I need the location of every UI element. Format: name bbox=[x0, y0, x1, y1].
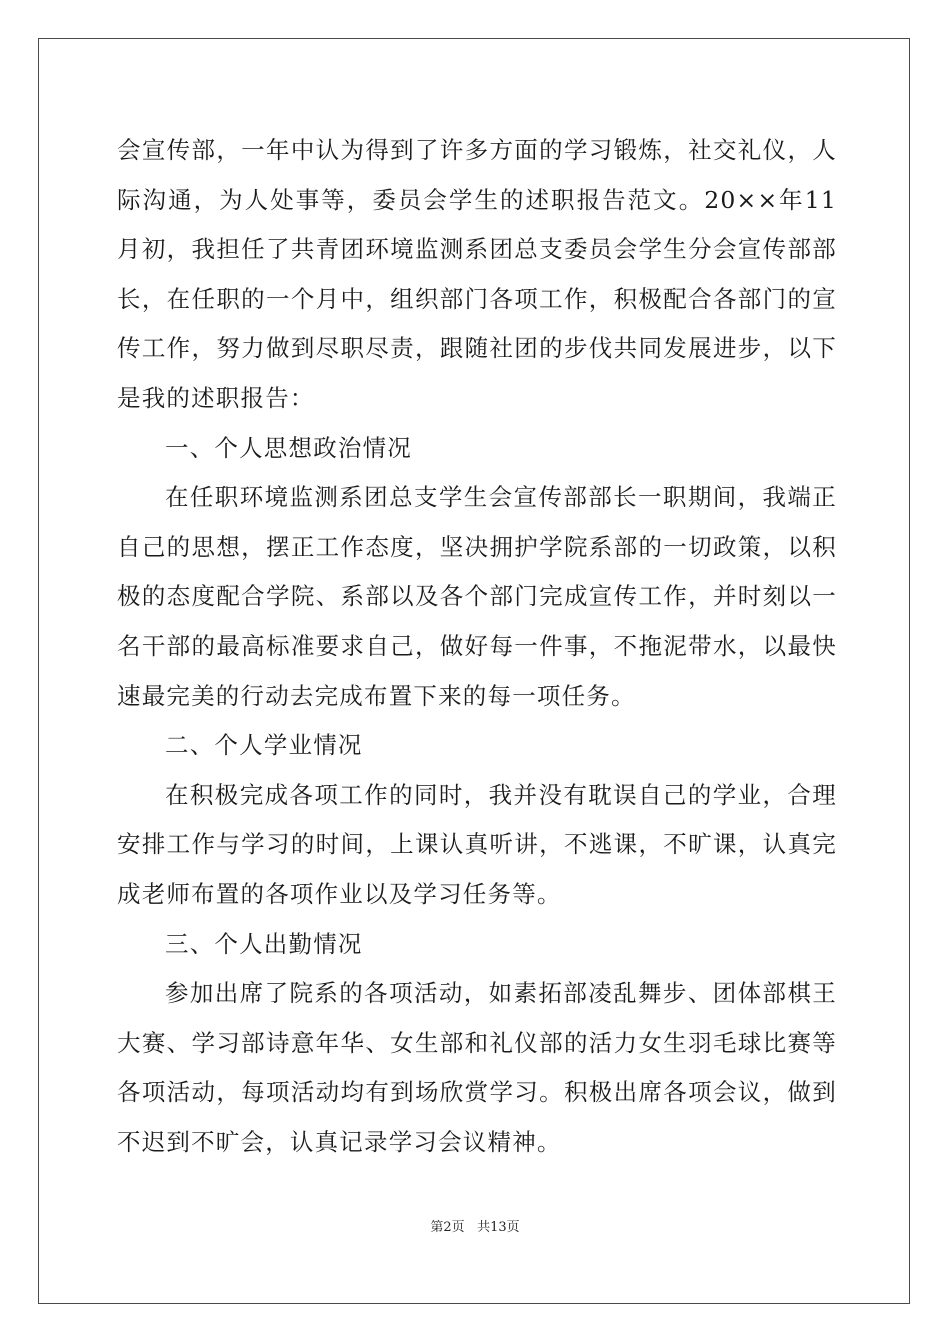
section-heading-1: 一、个人思想政治情况 bbox=[165, 433, 412, 462]
page-footer bbox=[0, 1216, 950, 1235]
document-body bbox=[117, 126, 837, 1167]
paragraph-attendance: 参加出席了院系的各项活动，如素拓部凌乱舞步、团体部棋王大赛、学习部诗意年华、女生部和礼仪部的活力女生羽毛球比赛等各项活动，每项活动均有到场欣赏学习。积极出席各项会议，做到不迟到不旷会，认真记录学习会议精神。 bbox=[117, 979, 837, 1156]
page-total: 共13页 bbox=[477, 1220, 520, 1235]
section-heading-2: 二、个人学业情况 bbox=[165, 731, 363, 760]
paragraph-ideology: 在任职环境监测系团总支学生会宣传部部长一职期间，我端正自己的思想，摆正工作态度，坚决拥护学院系部的一切政策，以积极的态度配合学院、系部以及各个部门完成宣传工作，并时刻以一名干部的最高标准要求自己，做好每一件事，不拖泥带水，以最快速最完美的行动去完成布置下来的每一项任务。 bbox=[117, 483, 837, 710]
paragraph-academics: 在积极完成各项工作的同时，我并没有耽误自己的学业，合理安排工作与学习的时间，上课认真听讲，不逃课，不旷课，认真完成老师布置的各项作业以及学习任务等。 bbox=[117, 780, 837, 908]
paragraph-intro: 会宣传部，一年中认为得到了许多方面的学习锻炼，社交礼仪，人际沟通，为人处事等，委员会学生的述职报告范文。20××年11月初，我担任了共青团环境监测系团总支委员会学生分会宣传部部长，在任职的一个月中，组织部门各项工作，积极配合各部门的宣传工作，努力做到尽职尽责，跟随社团的步伐共同发展进步，以下是我的述职报告： bbox=[117, 136, 837, 412]
section-heading-3: 三、个人出勤情况 bbox=[165, 929, 363, 958]
page-number: 第2页 bbox=[430, 1220, 465, 1235]
